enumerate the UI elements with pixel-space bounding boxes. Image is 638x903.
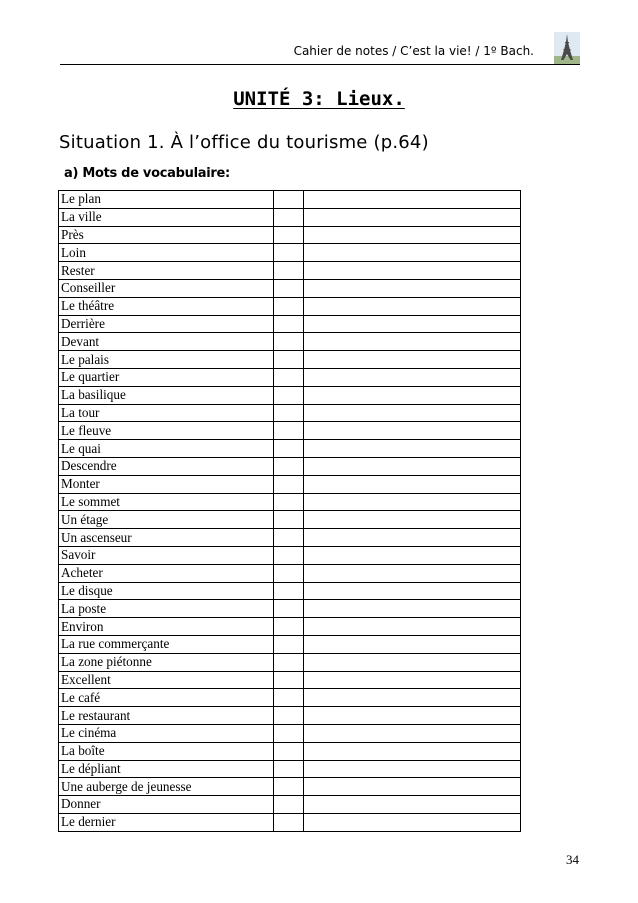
gender-blank-cell — [274, 778, 304, 796]
vocabulary-row — [59, 529, 521, 547]
translation-blank-cell — [304, 351, 521, 369]
translation-blank-cell — [304, 813, 521, 831]
unit-title-text: UNITÉ 3: Lieux. — [233, 88, 405, 110]
vocabulary-row — [59, 689, 521, 707]
vocabulary-word: Le théâtre — [59, 297, 274, 315]
translation-blank-cell — [304, 457, 521, 475]
vocabulary-subheading: a) Mots de vocabulaire: — [64, 166, 230, 181]
vocabulary-row — [59, 333, 521, 351]
vocabulary-word: Loin — [59, 244, 274, 262]
vocabulary-word: Le sommet — [59, 493, 274, 511]
gender-blank-cell — [274, 315, 304, 333]
vocabulary-row — [59, 422, 521, 440]
gender-blank-cell — [274, 813, 304, 831]
vocabulary-row — [59, 315, 521, 333]
translation-blank-cell — [304, 226, 521, 244]
vocabulary-word: La ville — [59, 208, 274, 226]
gender-blank-cell — [274, 279, 304, 297]
translation-blank-cell — [304, 707, 521, 725]
vocabulary-word: Savoir — [59, 546, 274, 564]
gender-blank-cell — [274, 582, 304, 600]
gender-blank-cell — [274, 707, 304, 725]
gender-blank-cell — [274, 760, 304, 778]
translation-blank-cell — [304, 315, 521, 333]
vocabulary-row — [59, 262, 521, 280]
vocabulary-row — [59, 297, 521, 315]
gender-blank-cell — [274, 742, 304, 760]
vocabulary-row — [59, 707, 521, 725]
translation-blank-cell — [304, 368, 521, 386]
vocabulary-row — [59, 742, 521, 760]
vocabulary-row — [59, 796, 521, 814]
vocabulary-row — [59, 475, 521, 493]
vocabulary-word: Donner — [59, 796, 274, 814]
translation-blank-cell — [304, 724, 521, 742]
vocabulary-row — [59, 440, 521, 458]
vocabulary-word: Une auberge de jeunesse — [59, 778, 274, 796]
translation-blank-cell — [304, 422, 521, 440]
vocabulary-row — [59, 244, 521, 262]
vocabulary-word: Un ascenseur — [59, 529, 274, 547]
vocabulary-word: Le cinéma — [59, 724, 274, 742]
translation-blank-cell — [304, 618, 521, 636]
vocabulary-row — [59, 368, 521, 386]
gender-blank-cell — [274, 368, 304, 386]
gender-blank-cell — [274, 262, 304, 280]
translation-blank-cell — [304, 493, 521, 511]
gender-blank-cell — [274, 440, 304, 458]
translation-blank-cell — [304, 689, 521, 707]
gender-blank-cell — [274, 191, 304, 209]
gender-blank-cell — [274, 244, 304, 262]
vocabulary-word: Le plan — [59, 191, 274, 209]
vocabulary-row — [59, 226, 521, 244]
running-header-text: Cahier de notes / C’est la vie! / 1º Bach. — [293, 44, 534, 58]
translation-blank-cell — [304, 279, 521, 297]
translation-blank-cell — [304, 600, 521, 618]
translation-blank-cell — [304, 653, 521, 671]
vocabulary-word: Excellent — [59, 671, 274, 689]
vocabulary-word: Le dernier — [59, 813, 274, 831]
eiffel-tower-icon — [554, 32, 580, 64]
vocabulary-row — [59, 511, 521, 529]
vocabulary-word: Le palais — [59, 351, 274, 369]
vocabulary-row — [59, 351, 521, 369]
vocabulary-word: Le restaurant — [59, 707, 274, 725]
gender-blank-cell — [274, 600, 304, 618]
gender-blank-cell — [274, 208, 304, 226]
vocabulary-row — [59, 404, 521, 422]
gender-blank-cell — [274, 671, 304, 689]
vocabulary-word: La rue commerçante — [59, 635, 274, 653]
translation-blank-cell — [304, 529, 521, 547]
gender-blank-cell — [274, 457, 304, 475]
translation-blank-cell — [304, 208, 521, 226]
vocabulary-word: La poste — [59, 600, 274, 618]
vocabulary-row — [59, 546, 521, 564]
gender-blank-cell — [274, 351, 304, 369]
translation-blank-cell — [304, 546, 521, 564]
translation-blank-cell — [304, 440, 521, 458]
gender-blank-cell — [274, 226, 304, 244]
vocabulary-word: Conseiller — [59, 279, 274, 297]
running-header — [60, 44, 560, 58]
unit-title — [0, 88, 638, 110]
vocabulary-row — [59, 600, 521, 618]
translation-blank-cell — [304, 582, 521, 600]
gender-blank-cell — [274, 475, 304, 493]
header-rule — [60, 64, 580, 65]
translation-blank-cell — [304, 564, 521, 582]
vocabulary-row — [59, 618, 521, 636]
vocabulary-word: Acheter — [59, 564, 274, 582]
gender-blank-cell — [274, 564, 304, 582]
gender-blank-cell — [274, 404, 304, 422]
translation-blank-cell — [304, 244, 521, 262]
vocabulary-row — [59, 635, 521, 653]
vocabulary-word: La basilique — [59, 386, 274, 404]
vocabulary-row — [59, 279, 521, 297]
vocabulary-word: Descendre — [59, 457, 274, 475]
vocabulary-word: Environ — [59, 618, 274, 636]
translation-blank-cell — [304, 386, 521, 404]
vocabulary-word: Le dépliant — [59, 760, 274, 778]
translation-blank-cell — [304, 191, 521, 209]
vocabulary-row — [59, 653, 521, 671]
vocabulary-word: Le quai — [59, 440, 274, 458]
translation-blank-cell — [304, 262, 521, 280]
page-number: 34 — [566, 852, 579, 867]
vocabulary-word: Un étage — [59, 511, 274, 529]
gender-blank-cell — [274, 796, 304, 814]
vocabulary-word: La zone piétonne — [59, 653, 274, 671]
translation-blank-cell — [304, 760, 521, 778]
gender-blank-cell — [274, 297, 304, 315]
vocabulary-row — [59, 813, 521, 831]
gender-blank-cell — [274, 386, 304, 404]
vocabulary-word: Devant — [59, 333, 274, 351]
translation-blank-cell — [304, 333, 521, 351]
vocabulary-row — [59, 778, 521, 796]
vocabulary-word: Monter — [59, 475, 274, 493]
vocabulary-word: Le disque — [59, 582, 274, 600]
vocabulary-table — [58, 190, 521, 832]
gender-blank-cell — [274, 422, 304, 440]
gender-blank-cell — [274, 546, 304, 564]
vocabulary-row — [59, 564, 521, 582]
gender-blank-cell — [274, 724, 304, 742]
translation-blank-cell — [304, 778, 521, 796]
vocabulary-row — [59, 457, 521, 475]
vocabulary-word: La boîte — [59, 742, 274, 760]
translation-blank-cell — [304, 742, 521, 760]
translation-blank-cell — [304, 511, 521, 529]
vocabulary-word: Le quartier — [59, 368, 274, 386]
vocabulary-word: Près — [59, 226, 274, 244]
translation-blank-cell — [304, 475, 521, 493]
gender-blank-cell — [274, 653, 304, 671]
translation-blank-cell — [304, 297, 521, 315]
gender-blank-cell — [274, 493, 304, 511]
vocabulary-row — [59, 208, 521, 226]
translation-blank-cell — [304, 796, 521, 814]
vocabulary-word: La tour — [59, 404, 274, 422]
vocabulary-row — [59, 724, 521, 742]
gender-blank-cell — [274, 529, 304, 547]
vocabulary-word: Derrière — [59, 315, 274, 333]
vocabulary-row — [59, 582, 521, 600]
vocabulary-word: Rester — [59, 262, 274, 280]
vocabulary-word: Le fleuve — [59, 422, 274, 440]
gender-blank-cell — [274, 333, 304, 351]
vocabulary-row — [59, 671, 521, 689]
gender-blank-cell — [274, 511, 304, 529]
vocabulary-row — [59, 493, 521, 511]
gender-blank-cell — [274, 635, 304, 653]
gender-blank-cell — [274, 689, 304, 707]
vocabulary-table-body — [59, 191, 521, 832]
gender-blank-cell — [274, 618, 304, 636]
vocabulary-row — [59, 386, 521, 404]
vocabulary-row — [59, 191, 521, 209]
vocabulary-row — [59, 760, 521, 778]
translation-blank-cell — [304, 671, 521, 689]
vocabulary-word: Le café — [59, 689, 274, 707]
translation-blank-cell — [304, 404, 521, 422]
situation-heading: Situation 1. À l’office du tourisme (p.64) — [59, 132, 429, 153]
translation-blank-cell — [304, 635, 521, 653]
